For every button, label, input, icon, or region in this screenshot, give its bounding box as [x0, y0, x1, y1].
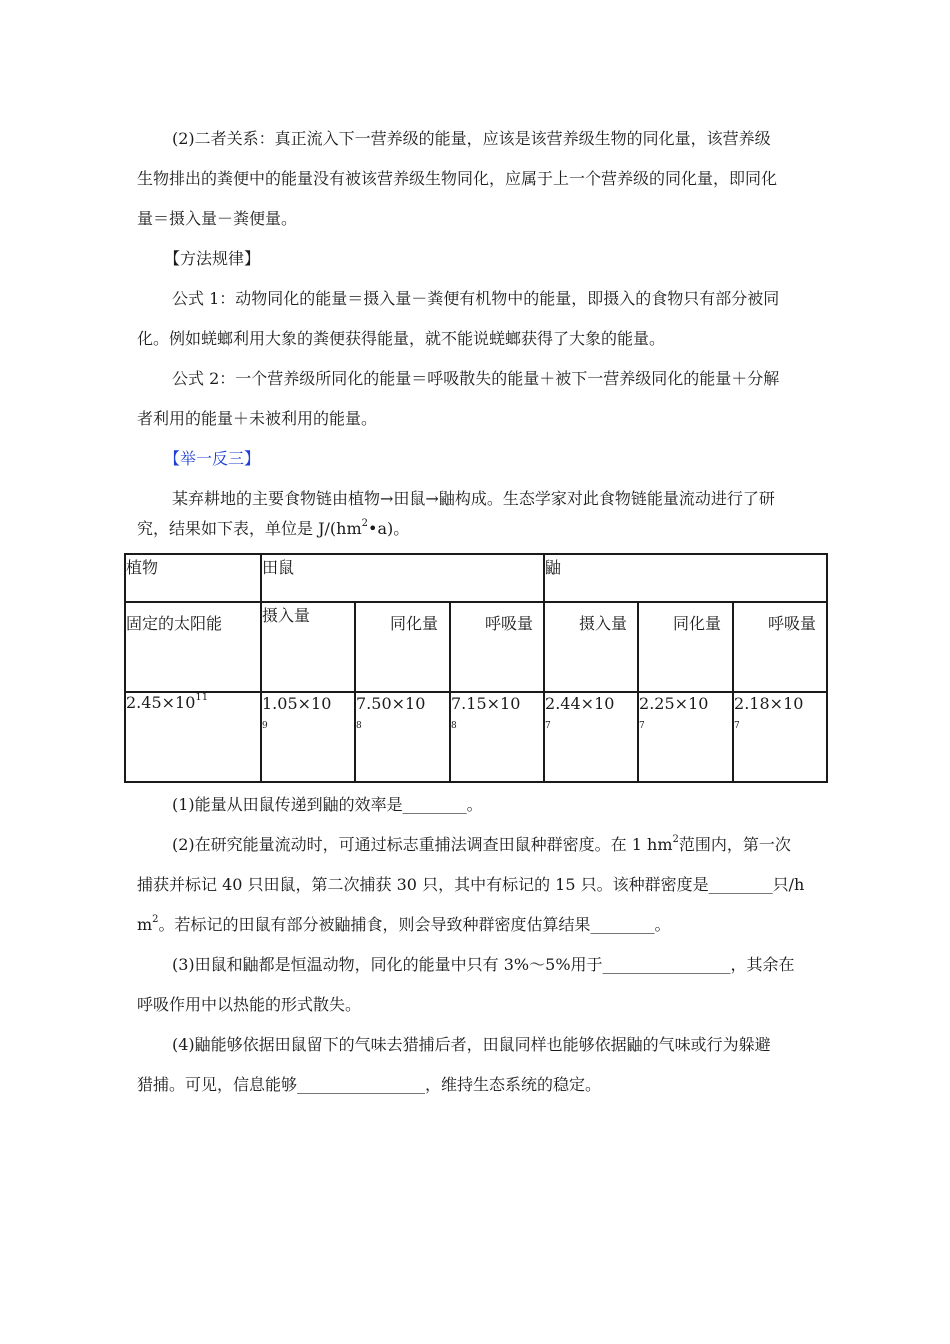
question-2-line3: $m^2$。若标记的田鼠有部分被鼬捕食，则会导致种群密度估算结果________。: [137, 914, 671, 934]
value-vole-assimilation: 7.50×10 8: [355, 692, 450, 782]
formula2-line1: 公式 2：一个营养级所同化的能量＝呼吸散失的能量＋被下一营养级同化的能量＋分解: [172, 369, 780, 388]
energy-flow-table: [124, 553, 828, 783]
subheader-vole-respiration: 呼吸量: [450, 602, 544, 692]
question-intro-line1: 某弃耕地的主要食物链由植物→田鼠→鼬构成。生态学家对此食物链能量流动进行了研: [172, 489, 775, 508]
question-2-line2: 捕获并标记 40 只田鼠，第二次捕获 30 只，其中有标记的 15 只。该种群密度是________只/h: [137, 875, 805, 894]
value-plant-fixed: $2.45\times 10^{11}$: [125, 692, 261, 782]
formula2-line2: 者利用的能量＋未被利用的能量。: [137, 409, 378, 428]
subheader-vole-assimilation: 同化量: [355, 602, 450, 692]
subheader-weasel-assimilation: 同化量: [638, 602, 733, 692]
para-relation-line1: (2)二者关系：真正流入下一营养级的能量，应该是该营养级生物的同化量，该营养级: [172, 129, 771, 148]
question-2-line1: (2)在研究能量流动时，可通过标志重捕法调查田鼠种群密度。在 1 $hm^2$范围内，第一次: [172, 834, 791, 854]
question-4-line1: (4)鼬能够依据田鼠留下的气味去猎捕后者，田鼠同样也能够依据鼬的气味或行为躲避: [172, 1035, 771, 1054]
value-weasel-assimilation: 2.25×10 7: [638, 692, 733, 782]
value-weasel-respiration: 2.18×10 7: [733, 692, 827, 782]
header-vole: 田鼠: [261, 554, 544, 602]
subheader-vole-intake: 摄入量: [261, 602, 355, 692]
question-1: (1)能量从田鼠传递到鼬的效率是________。: [172, 795, 483, 814]
question-3-line1: (3)田鼠和鼬都是恒温动物，同化的能量中只有 3%～5%用于________________，其余在: [172, 955, 795, 974]
para-relation-line3: 量＝摄入量－粪便量。: [137, 209, 298, 228]
value-weasel-intake: 2.44×10 7: [544, 692, 638, 782]
question-intro-line2: 究，结果如下表，单位是 $J/(hm^2•a)$。: [137, 518, 410, 538]
para-relation-line2: 生物排出的粪便中的能量没有被该营养级生物同化，应属于上一个营养级的同化量，即同化: [137, 169, 778, 188]
example-heading: 【举一反三】: [164, 449, 261, 468]
method-heading: 【方法规律】: [164, 249, 261, 268]
value-vole-respiration: 7.15×10 8: [450, 692, 544, 782]
question-4-line2: 猎捕。可见，信息能够________________，维持生态系统的稳定。: [137, 1075, 602, 1094]
subheader-weasel-intake: 摄入量: [544, 602, 638, 692]
question-3-line2: 呼吸作用中以热能的形式散失。: [137, 995, 362, 1014]
value-vole-intake: 1.05×10 9: [261, 692, 355, 782]
formula1-line1: 公式 1：动物同化的能量＝摄入量－粪便有机物中的能量，即摄入的食物只有部分被同: [172, 289, 780, 308]
formula1-line2: 化。例如蜣螂利用大象的粪便获得能量，就不能说蜣螂获得了大象的能量。: [137, 329, 666, 348]
header-plant: 植物: [125, 554, 261, 602]
subheader-plant-fixed-energy: 固定的太阳能: [125, 602, 261, 692]
header-weasel: 鼬: [544, 554, 827, 602]
subheader-weasel-respiration: 呼吸量: [733, 602, 827, 692]
